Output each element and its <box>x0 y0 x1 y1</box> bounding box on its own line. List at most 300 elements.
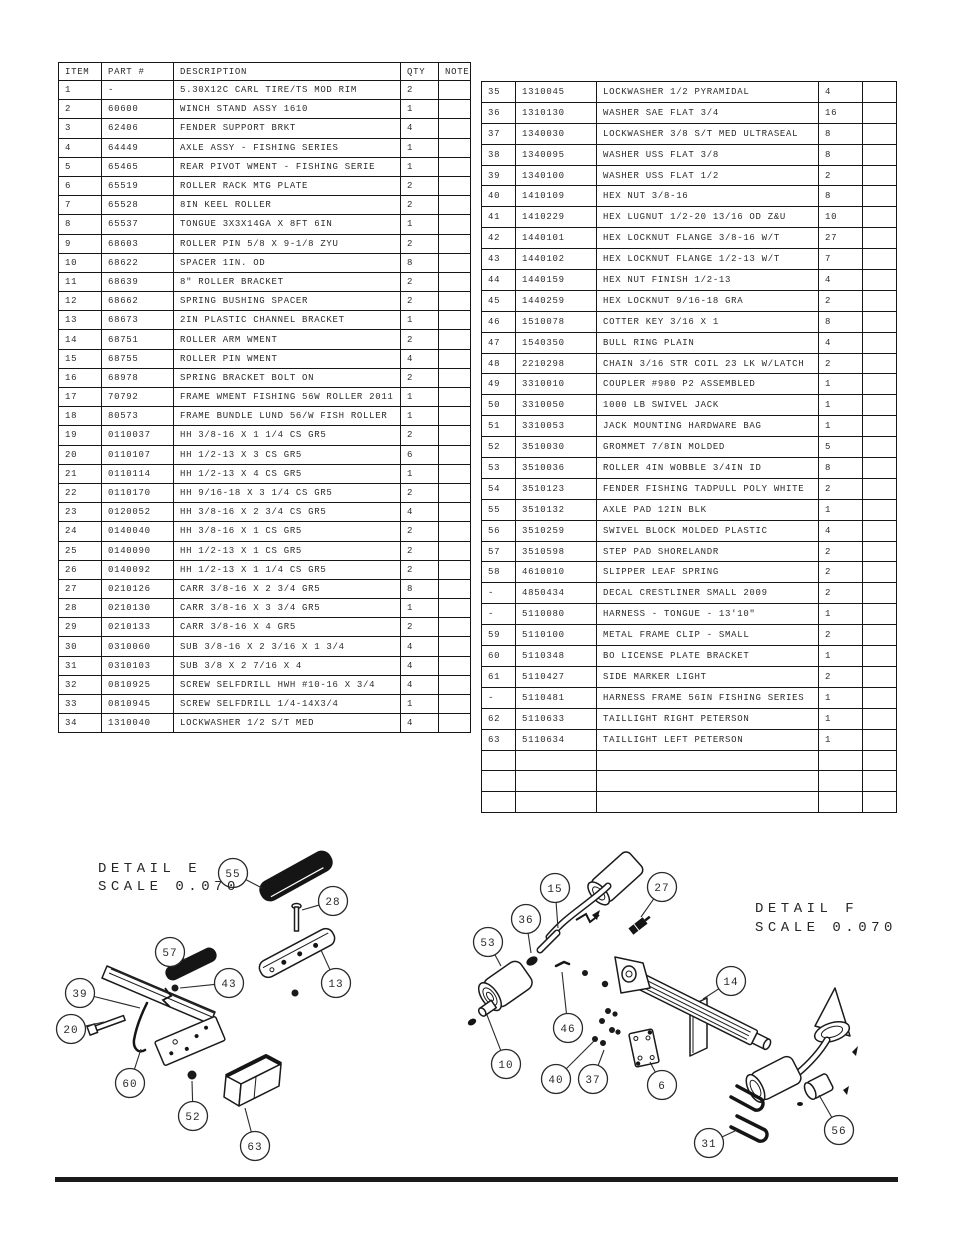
cell-note <box>863 207 897 228</box>
cell-part: 1310040 <box>102 714 174 733</box>
callout-label: 10 <box>498 1060 514 1072</box>
table-row <box>59 311 471 330</box>
cell-part: 4610010 <box>516 562 597 583</box>
cell-item: 19 <box>59 426 102 445</box>
cell-item: 40 <box>482 186 516 207</box>
callout-leader-line <box>245 1108 251 1132</box>
cell-item: 53 <box>482 458 516 479</box>
cell-note <box>863 458 897 479</box>
table-row <box>59 656 471 675</box>
cell-part: 5110100 <box>516 625 597 646</box>
cell-part: 1340030 <box>516 123 597 144</box>
table-row <box>482 123 897 144</box>
cell-part: 4850434 <box>516 583 597 604</box>
cell-description: HH 1/2-13 X 4 CS GR5 <box>174 464 401 483</box>
cell-note <box>439 138 471 157</box>
cell-qty: 1 <box>401 215 439 234</box>
cell-item: 37 <box>482 123 516 144</box>
callout-leader-line <box>528 933 531 953</box>
cell-part: - <box>102 81 174 100</box>
cell-qty: 2 <box>819 290 863 311</box>
cell-part: 68751 <box>102 330 174 349</box>
cell-note <box>863 625 897 646</box>
cell-description: SCREW SELFDRILL 1/4-14X3/4 <box>174 695 401 714</box>
cell-part: 68639 <box>102 272 174 291</box>
cell-qty: 1 <box>401 407 439 426</box>
table-row <box>482 729 897 750</box>
cell-item: 4 <box>59 138 102 157</box>
cell-note <box>863 520 897 541</box>
table-row <box>59 445 471 464</box>
cell-item: 20 <box>59 445 102 464</box>
cell-part: 80573 <box>102 407 174 426</box>
cell-note <box>863 604 897 625</box>
cell-part: 1340095 <box>516 144 597 165</box>
cell-description: COUPLER #980 P2 ASSEMBLED <box>597 374 819 395</box>
cell-item: 33 <box>59 695 102 714</box>
cell-note <box>863 353 897 374</box>
table-row <box>59 272 471 291</box>
cotter-key-drawing <box>556 962 569 966</box>
callout-label: 27 <box>654 883 670 895</box>
cell-description: HH 1/2-13 X 1 1/4 CS GR5 <box>174 560 401 579</box>
table-row <box>482 332 897 353</box>
cell-part: 1440101 <box>516 228 597 249</box>
table-row <box>59 138 471 157</box>
cell-part <box>516 771 597 792</box>
cell-qty: 10 <box>819 207 863 228</box>
column-header-description: DESCRIPTION <box>174 63 401 81</box>
detail-f-hardware-dots <box>582 970 621 1046</box>
cell-item: 27 <box>59 579 102 598</box>
cell-part: 3510598 <box>516 541 597 562</box>
cell-note <box>863 123 897 144</box>
cell-note <box>863 792 897 813</box>
cell-part: 0210130 <box>102 599 174 618</box>
cell-part: 3510030 <box>516 437 597 458</box>
cell-item <box>482 771 516 792</box>
callout-label: 40 <box>548 1075 564 1087</box>
cell-part: 0140092 <box>102 560 174 579</box>
cell-qty: 8 <box>819 144 863 165</box>
cell-description: BULL RING PLAIN <box>597 332 819 353</box>
cell-description: HEX NUT 3/8-16 <box>597 186 819 207</box>
cell-item: - <box>482 687 516 708</box>
cell-part: 1440159 <box>516 270 597 291</box>
table-row <box>482 290 897 311</box>
cell-note <box>863 311 897 332</box>
table-row <box>59 407 471 426</box>
cell-note <box>439 234 471 253</box>
parts-table-left <box>58 62 471 733</box>
cell-qty: 8 <box>401 253 439 272</box>
cell-item: 15 <box>59 349 102 368</box>
cell-part: 3310053 <box>516 416 597 437</box>
callout-leader-line <box>302 905 319 910</box>
cell-qty <box>819 792 863 813</box>
cell-item: 29 <box>59 618 102 637</box>
cell-note <box>439 483 471 502</box>
cell-note <box>863 771 897 792</box>
cell-note <box>439 81 471 100</box>
cell-qty: 4 <box>819 270 863 291</box>
cell-note <box>439 675 471 694</box>
cell-qty <box>819 771 863 792</box>
cell-qty: 2 <box>819 353 863 374</box>
cell-description: AXLE ASSY - FISHING SERIES <box>174 138 401 157</box>
callout-label: 52 <box>185 1112 201 1124</box>
table-row <box>482 478 897 499</box>
cell-description: FENDER FISHING TADPULL POLY WHITE <box>597 478 819 499</box>
detail-e-scale: SCALE 0.070 <box>98 879 240 895</box>
cell-qty: 27 <box>819 228 863 249</box>
cell-note <box>439 407 471 426</box>
cell-part: 1340100 <box>516 165 597 186</box>
table-row <box>482 249 897 270</box>
cell-qty: 1 <box>401 464 439 483</box>
cell-part: 65528 <box>102 196 174 215</box>
cell-item: 55 <box>482 499 516 520</box>
table-row <box>59 100 471 119</box>
cell-note <box>863 666 897 687</box>
detail-e-title: DETAIL E <box>98 861 202 877</box>
cell-qty: 4 <box>401 503 439 522</box>
table-row <box>482 625 897 646</box>
cell-note <box>863 165 897 186</box>
cell-description: JACK MOUNTING HARDWARE BAG <box>597 416 819 437</box>
cell-part: 70792 <box>102 388 174 407</box>
cell-note <box>863 228 897 249</box>
callout-label: 13 <box>328 979 344 991</box>
table-row <box>59 157 471 176</box>
cell-qty: 1 <box>401 388 439 407</box>
cell-qty: 4 <box>401 675 439 694</box>
cell-description: CARR 3/8-16 X 2 3/4 GR5 <box>174 579 401 598</box>
cell-description: WINCH STAND ASSY 1610 <box>174 100 401 119</box>
cell-note <box>439 656 471 675</box>
cell-note <box>439 388 471 407</box>
cell-note <box>439 445 471 464</box>
cell-item: 48 <box>482 353 516 374</box>
cell-part: 3510036 <box>516 458 597 479</box>
table-row <box>59 119 471 138</box>
cell-item: 38 <box>482 144 516 165</box>
callout-label: 46 <box>560 1024 576 1036</box>
hardware-dot <box>615 1029 620 1034</box>
cell-part: 1510078 <box>516 311 597 332</box>
cell-item: 62 <box>482 708 516 729</box>
cell-part: 0110037 <box>102 426 174 445</box>
cell-description: SIDE MARKER LIGHT <box>597 666 819 687</box>
cell-item: 7 <box>59 196 102 215</box>
cell-note <box>863 562 897 583</box>
cell-item: 63 <box>482 729 516 750</box>
cell-item: 32 <box>59 675 102 694</box>
cell-item: 42 <box>482 228 516 249</box>
cell-description: HH 3/8-16 X 1 CS GR5 <box>174 522 401 541</box>
table-row <box>482 708 897 729</box>
cell-note <box>863 186 897 207</box>
washer-drawing <box>525 955 539 968</box>
table-row <box>482 499 897 520</box>
table-row <box>59 330 471 349</box>
cell-note <box>439 599 471 618</box>
channel-bracket-drawing <box>257 926 338 980</box>
table-row <box>59 483 471 502</box>
table-row <box>482 207 897 228</box>
frame-clip-drawing <box>134 1003 147 1051</box>
cell-description: REAR PIVOT WMENT - FISHING SERIE <box>174 157 401 176</box>
cell-note <box>863 102 897 123</box>
cell-description: ROLLER ARM WMENT <box>174 330 401 349</box>
cell-note <box>439 618 471 637</box>
cell-part: 0810945 <box>102 695 174 714</box>
cell-description: FRAME WMENT FISHING 56W ROLLER 2011 <box>174 388 401 407</box>
cell-qty: 1 <box>819 646 863 667</box>
cell-item: 39 <box>482 165 516 186</box>
cell-description: SLIPPER LEAF SPRING <box>597 562 819 583</box>
cell-item: 44 <box>482 270 516 291</box>
table-row <box>482 311 897 332</box>
cell-qty: 2 <box>401 368 439 387</box>
cell-item: 36 <box>482 102 516 123</box>
cell-item: 3 <box>59 119 102 138</box>
cell-qty: 6 <box>401 445 439 464</box>
u-bolt-drawing <box>731 1116 767 1141</box>
cell-part: 5110634 <box>516 729 597 750</box>
cell-note <box>863 332 897 353</box>
cell-note <box>863 416 897 437</box>
cell-qty: 1 <box>819 687 863 708</box>
callout-leader-line <box>495 955 501 966</box>
cell-description: SPACER 1IN. OD <box>174 253 401 272</box>
cell-description: 8" ROLLER BRACKET <box>174 272 401 291</box>
cell-item: 56 <box>482 520 516 541</box>
hardware-dot <box>612 1011 617 1016</box>
parts-table-right <box>481 81 897 813</box>
callout-label: 53 <box>480 938 496 950</box>
callout-label: 28 <box>325 897 341 909</box>
cell-item: 58 <box>482 562 516 583</box>
cell-item: - <box>482 583 516 604</box>
cell-note <box>863 395 897 416</box>
cell-description: WASHER USS FLAT 1/2 <box>597 165 819 186</box>
cell-note <box>439 714 471 733</box>
cell-qty: 2 <box>401 483 439 502</box>
cell-note <box>439 100 471 119</box>
table-row <box>482 395 897 416</box>
cell-qty: 2 <box>819 562 863 583</box>
table-row <box>59 176 471 195</box>
cell-part: 1310045 <box>516 82 597 103</box>
cell-item: 46 <box>482 311 516 332</box>
cell-description: SPRING BUSHING SPACER <box>174 292 401 311</box>
cell-note <box>863 82 897 103</box>
cell-part: 5110348 <box>516 646 597 667</box>
cell-part: 1310130 <box>516 102 597 123</box>
detail-f-scale: SCALE 0.070 <box>755 920 897 936</box>
cell-part: 68673 <box>102 311 174 330</box>
cell-description: HEX NUT FINISH 1/2-13 <box>597 270 819 291</box>
cell-item: 13 <box>59 311 102 330</box>
cell-part: 5110481 <box>516 687 597 708</box>
cell-description: HH 3/8-16 X 2 3/4 CS GR5 <box>174 503 401 522</box>
cell-description: FENDER SUPPORT BRKT <box>174 119 401 138</box>
cell-description: LOCKWASHER 1/2 PYRAMIDAL <box>597 82 819 103</box>
cell-item: 25 <box>59 541 102 560</box>
cell-item: 21 <box>59 464 102 483</box>
mounting-plate-drawing <box>629 1029 660 1067</box>
cell-qty: 4 <box>401 714 439 733</box>
cell-qty: 2 <box>401 522 439 541</box>
table-row <box>482 102 897 123</box>
cell-description: ROLLER PIN WMENT <box>174 349 401 368</box>
cell-qty: 2 <box>401 234 439 253</box>
cell-description: HH 3/8-16 X 1 1/4 CS GR5 <box>174 426 401 445</box>
table-row <box>482 165 897 186</box>
cell-qty: 2 <box>401 272 439 291</box>
table-row <box>59 599 471 618</box>
hardware-dot <box>582 970 588 976</box>
table-row <box>482 186 897 207</box>
cell-part: 65519 <box>102 176 174 195</box>
cell-note <box>439 157 471 176</box>
cell-item: 57 <box>482 541 516 562</box>
hardware-dot <box>605 1008 611 1014</box>
cell-part: 65537 <box>102 215 174 234</box>
cell-note <box>439 119 471 138</box>
cell-item: 60 <box>482 646 516 667</box>
cell-qty: 2 <box>819 541 863 562</box>
cell-item: 24 <box>59 522 102 541</box>
cell-part: 3510123 <box>516 478 597 499</box>
cell-description: ROLLER PIN 5/8 X 9-1/8 ZYU <box>174 234 401 253</box>
column-header-part: PART # <box>102 63 174 81</box>
cell-note <box>439 695 471 714</box>
cell-description: ROLLER RACK MTG PLATE <box>174 176 401 195</box>
cell-part: 0140090 <box>102 541 174 560</box>
table-row <box>59 81 471 100</box>
exploded-views-canvas <box>0 820 954 1220</box>
cell-item: 14 <box>59 330 102 349</box>
cell-qty: 2 <box>401 81 439 100</box>
cell-description: HH 1/2-13 X 3 CS GR5 <box>174 445 401 464</box>
table-row <box>59 215 471 234</box>
cell-note <box>439 311 471 330</box>
cell-part: 68978 <box>102 368 174 387</box>
grommet-drawing <box>477 1000 496 1017</box>
cell-item: 51 <box>482 416 516 437</box>
cell-qty: 2 <box>401 176 439 195</box>
table-row <box>59 618 471 637</box>
cell-qty: 4 <box>819 520 863 541</box>
pin-drawing <box>292 904 301 932</box>
table-row <box>59 695 471 714</box>
cell-item: 17 <box>59 388 102 407</box>
table-row <box>482 416 897 437</box>
cell-item: 61 <box>482 666 516 687</box>
cell-qty: 2 <box>819 165 863 186</box>
cell-note <box>863 144 897 165</box>
table-row <box>482 437 897 458</box>
cell-qty: 2 <box>401 560 439 579</box>
table-row <box>482 604 897 625</box>
cell-part: 0120052 <box>102 503 174 522</box>
cell-part: 5110427 <box>516 666 597 687</box>
cell-item: 43 <box>482 249 516 270</box>
table-row <box>59 349 471 368</box>
cell-description <box>597 750 819 771</box>
cell-description: CARR 3/8-16 X 3 3/4 GR5 <box>174 599 401 618</box>
table-row <box>482 771 897 792</box>
callout-label: 37 <box>585 1075 601 1087</box>
table-row <box>482 353 897 374</box>
cell-item: 18 <box>59 407 102 426</box>
cell-note <box>863 750 897 771</box>
column-header-item: ITEM <box>59 63 102 81</box>
cell-description: HEX LOCKNUT FLANGE 1/2-13 W/T <box>597 249 819 270</box>
cell-note <box>863 541 897 562</box>
cell-description: 8IN KEEL ROLLER <box>174 196 401 215</box>
cell-item: 45 <box>482 290 516 311</box>
cell-item: 22 <box>59 483 102 502</box>
cell-note <box>439 330 471 349</box>
cell-note <box>439 541 471 560</box>
cell-qty: 2 <box>401 618 439 637</box>
callout-leader-line <box>819 1095 832 1117</box>
table-row <box>59 560 471 579</box>
cell-qty: 2 <box>401 196 439 215</box>
cell-qty: 1 <box>819 395 863 416</box>
cell-part: 0210126 <box>102 579 174 598</box>
cell-description: 1000 LB SWIVEL JACK <box>597 395 819 416</box>
cell-description: HEX LOCKNUT FLANGE 3/8-16 W/T <box>597 228 819 249</box>
hardware-dot <box>292 990 299 997</box>
cell-note <box>439 176 471 195</box>
cell-qty: 2 <box>401 330 439 349</box>
cell-item: - <box>482 604 516 625</box>
cell-description <box>597 792 819 813</box>
cell-part: 1540350 <box>516 332 597 353</box>
cell-qty: 2 <box>819 478 863 499</box>
cell-part: 0310060 <box>102 637 174 656</box>
cell-part: 65465 <box>102 157 174 176</box>
cell-qty: 4 <box>401 349 439 368</box>
cell-part <box>516 792 597 813</box>
cell-qty: 16 <box>819 102 863 123</box>
callout-leader-line <box>722 1130 737 1137</box>
callout-label: 15 <box>547 884 563 896</box>
cell-description: METAL FRAME CLIP - SMALL <box>597 625 819 646</box>
cell-description: HH 1/2-13 X 1 CS GR5 <box>174 541 401 560</box>
cell-description <box>597 771 819 792</box>
cell-description: TONGUE 3X3X14GA X 8FT 6IN <box>174 215 401 234</box>
cell-note <box>439 292 471 311</box>
callout-label: 6 <box>658 1081 666 1093</box>
cell-part: 1440259 <box>516 290 597 311</box>
cell-description: FRAME BUNDLE LUND 56/W FISH ROLLER <box>174 407 401 426</box>
cell-note <box>439 368 471 387</box>
cell-part: 0140040 <box>102 522 174 541</box>
callout-label: 60 <box>122 1079 138 1091</box>
cell-part: 0110107 <box>102 445 174 464</box>
callout-label: 63 <box>247 1142 263 1154</box>
cell-item: 52 <box>482 437 516 458</box>
cell-note <box>863 583 897 604</box>
cell-description: CHAIN 3/16 STR COIL 23 LK W/LATCH <box>597 353 819 374</box>
cell-description: GROMMET 7/8IN MOLDED <box>597 437 819 458</box>
table-row <box>59 714 471 733</box>
